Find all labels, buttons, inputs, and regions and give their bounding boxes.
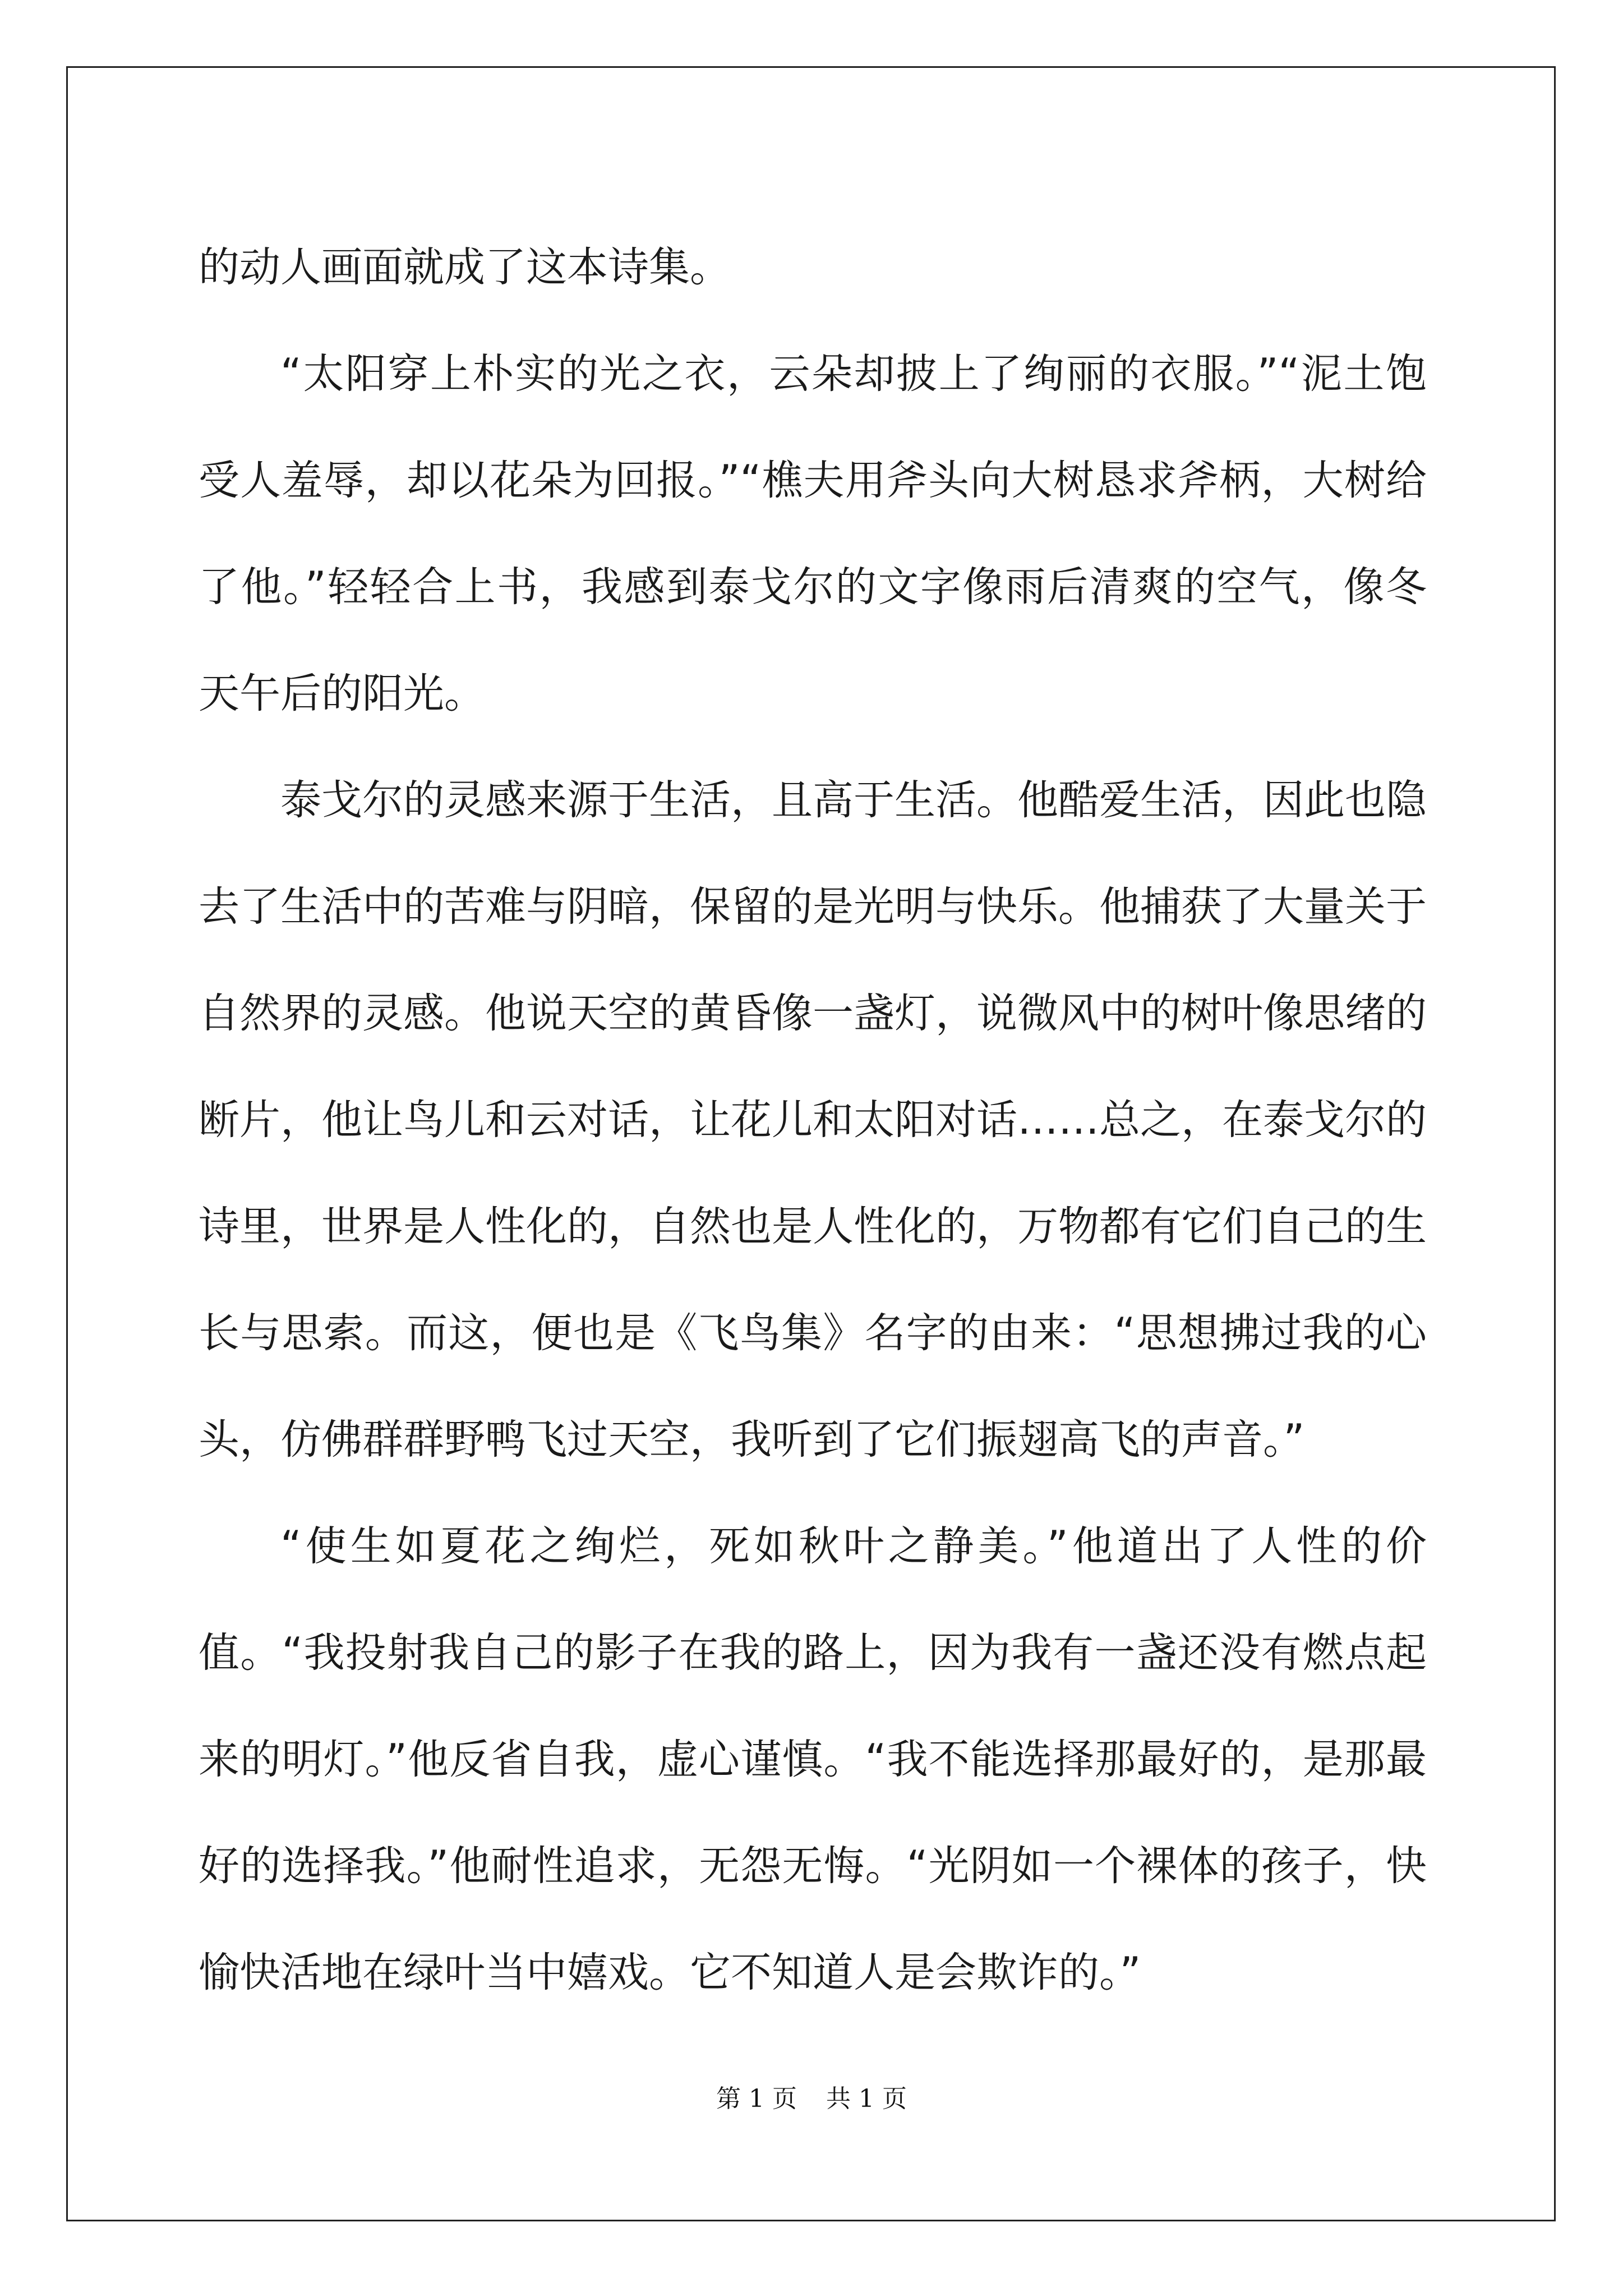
- paragraph: “使生如夏花之绚烂，死如秋叶之静美。”他道出了人性的价值。“我投射我自己的影子在我的路上，因为我有一盏还没有燃点起来的明灯。”他反省自我，虚心谨慎。“我不能选择那最好的，是那最好的选择我。”他耐性追求，无怨无悔。“光阴如一个裸体的孩子，快愉快活地在绿叶当中嬉戏。它不知道人是会欺诈的。”: [199, 1522, 1427, 1996]
- document-body: [199, 214, 1427, 2026]
- page-footer: [0, 2082, 1623, 2116]
- paragraph: “太阳穿上朴实的光之衣，云朵却披上了绚丽的衣服。”“泥土饱受人羞辱，却以花朵为回报。”“樵夫用斧头向大树恳求斧柄，大树给了他。”轻轻合上书，我感到泰戈尔的文字像雨后清爽的空气，像冬天午后的阳光。: [199, 350, 1427, 717]
- page-total: 共 1 页: [826, 2085, 907, 2113]
- paragraph: 泰戈尔的灵感来源于生活，且高于生活。他酷爱生活，因此也隐去了生活中的苦难与阴暗，保留的是光明与快乐。他捕获了大量关于自然界的灵感。他说天空的黄昏像一盏灯，说微风中的树叶像思绪的断片，他让鸟儿和云对话，让花儿和太阳对话……总之，在泰戈尔的诗里，世界是人性化的，自然也是人性化的，万物都有它们自己的生长与思索。而这，便也是《飞鸟集》名字的由来：“思想拂过我的心头，仿佛群群野鸭飞过天空，我听到了它们振翅高飞的声音。”: [199, 776, 1427, 1464]
- page-number: 第 1 页: [716, 2085, 797, 2113]
- paragraph-continuation: 的动人画面就成了这本诗集。: [199, 243, 731, 291]
